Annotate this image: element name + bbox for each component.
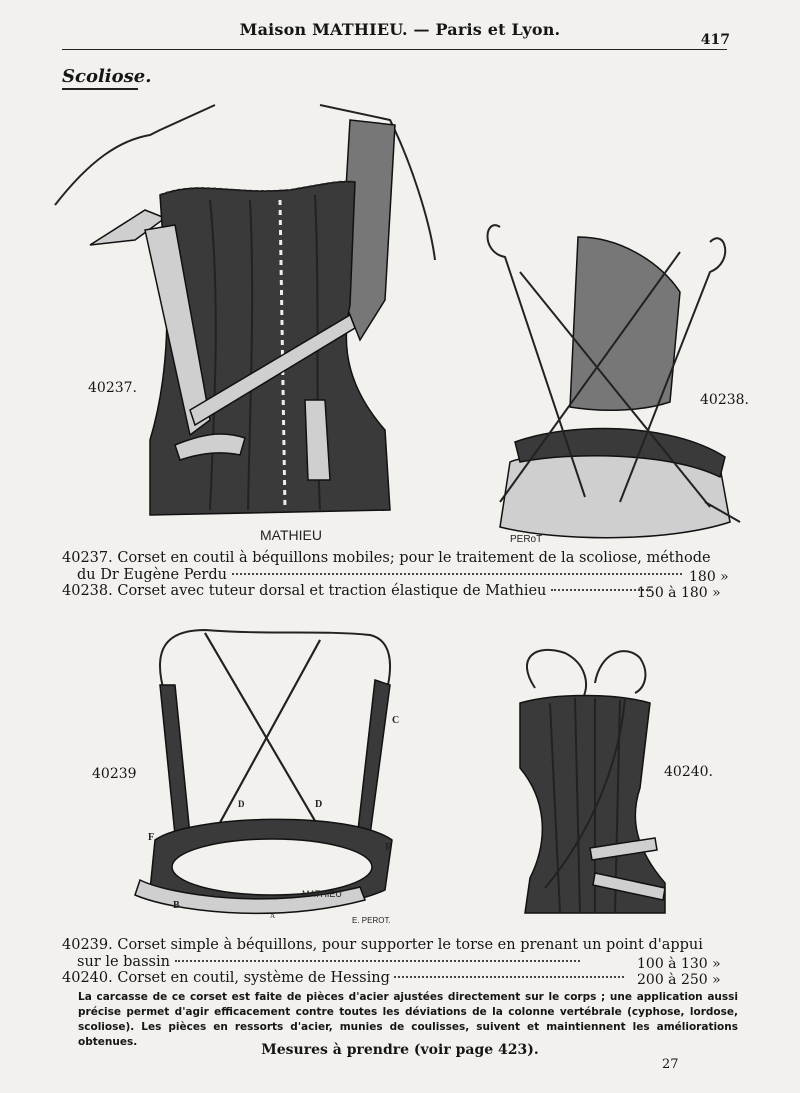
- leader-dots: [232, 573, 682, 575]
- item-40238-line1-text: 40238. Corset avec tuteur dorsal et traction élastique de Mathieu: [62, 583, 547, 599]
- leader-dots: [394, 976, 624, 978]
- section-title-underline: [62, 88, 138, 90]
- item-40239-line1: 40239. Corset simple à béquillons, pour supporter le torse en prenant un point d'appui: [62, 937, 703, 953]
- label-letter: C: [392, 715, 400, 726]
- item-40239-line2: [77, 954, 580, 971]
- header-rule: [62, 49, 727, 50]
- label-letter: F: [148, 832, 155, 843]
- item-40240-line1: [62, 970, 624, 987]
- label-letter: F: [385, 842, 392, 853]
- item-40237-line1: 40237. Corset en coutil à béquillons mobiles; pour le traitement de la scoliose, méthode: [62, 550, 711, 566]
- measures-reference: Mesures à prendre (voir page 423).: [261, 1042, 539, 1058]
- label-letter: B: [173, 900, 180, 911]
- illustration-40239-brace: [130, 625, 420, 925]
- illustration-40238-label: PERoT: [510, 534, 543, 545]
- illustration-40238-brace: [470, 212, 750, 547]
- section-title: Scoliose.: [62, 66, 152, 87]
- leader-dots: [551, 589, 651, 591]
- item-40240-line1-text: 40240. Corset en coutil, système de Hessing: [62, 970, 390, 986]
- item-40238-price: 150 à 180 »: [637, 585, 721, 601]
- illustration-40237-label: MATHIEU: [260, 527, 322, 543]
- illustration-40240-corset: [505, 638, 670, 923]
- illustration-40237-corset: [50, 100, 450, 545]
- label-letter: D: [315, 799, 323, 810]
- item-40237-line2: [77, 567, 682, 584]
- illustration-40238-ref: 40238.: [700, 392, 749, 408]
- label-letter: D: [238, 799, 245, 809]
- illustration-40239-ref: 40239: [92, 766, 137, 782]
- page-number: 417: [700, 32, 730, 48]
- leader-dots: [175, 960, 580, 962]
- illustration-40237-ref: 40237.: [88, 380, 137, 396]
- illustration-40239-belt-label: MATHIEU: [302, 889, 342, 899]
- illustration-40239-label: E. PEROT.: [352, 916, 391, 925]
- item-40237-price: 180 »: [689, 569, 729, 585]
- item-40239-price: 100 à 130 »: [637, 956, 721, 972]
- item-40239-line2-text: sur le bassin: [77, 954, 170, 970]
- construction-note: La carcasse de ce corset est faite de pièces d'acier ajustées directement sur le corps ; une application aussi précise permet d'agir efficacement contre toutes les déviations de la colonne vertébrale (cyphose, lordose, scoliose). Les pièces en ressorts d'acier, munies de coulisses, suivent et maintiennent les améliorations obtenues.: [78, 991, 738, 1048]
- signature-number: 27: [662, 1057, 679, 1072]
- item-40237-line2-text: du Dr Eugène Perdu: [77, 567, 227, 583]
- item-40240-price: 200 à 250 »: [637, 972, 721, 988]
- page-header-title: Maison MATHIEU. — Paris et Lyon.: [239, 20, 561, 39]
- illustration-40240-ref: 40240.: [664, 764, 713, 780]
- item-40238-line1: [62, 583, 651, 600]
- label-letter: A: [270, 912, 276, 920]
